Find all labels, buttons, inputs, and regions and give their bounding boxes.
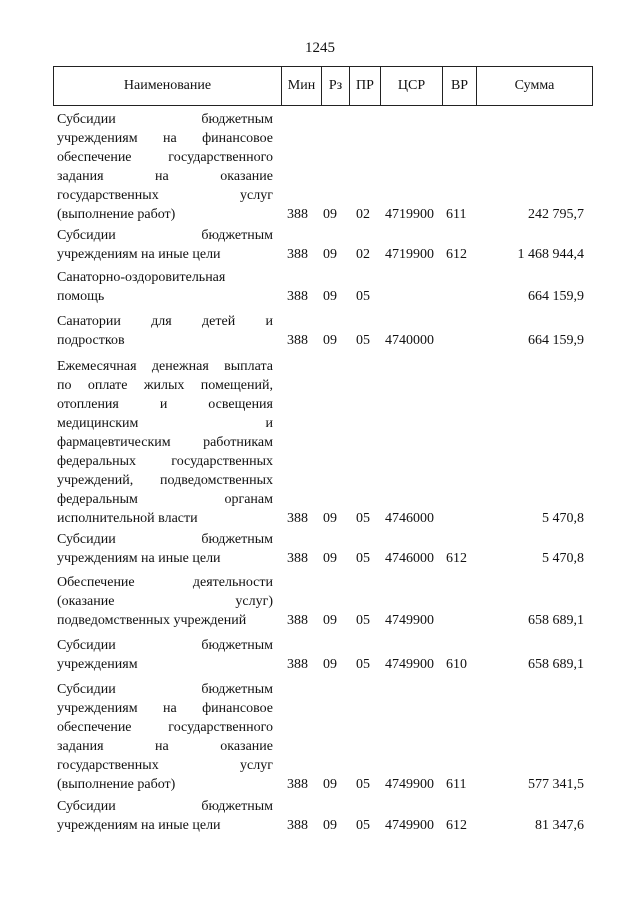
- cell-sum: 5 470,8: [542, 551, 584, 566]
- cell-pr: 02: [356, 247, 370, 262]
- cell-vr: 611: [446, 777, 467, 792]
- row-name: [57, 573, 273, 630]
- cell-vr: 612: [446, 551, 467, 566]
- cell-csr: 4746000: [385, 551, 434, 566]
- row-name-line: исполнительной власти: [57, 511, 198, 526]
- cell-pr: 05: [356, 333, 370, 348]
- cell-csr: 4749900: [385, 777, 434, 792]
- cell-pr: 02: [356, 207, 370, 222]
- row-name-line: учреждениям на иные цели: [57, 551, 221, 566]
- row-name-line: учреждениям на иные цели: [57, 247, 221, 262]
- cell-rz: 09: [323, 777, 337, 792]
- row-name-line: федеральным органам: [57, 492, 273, 507]
- row-name: [57, 268, 273, 306]
- header-sum: Сумма: [514, 78, 555, 93]
- cell-csr: 4719900: [385, 247, 434, 262]
- row-name-line: обеспечение государственного: [57, 150, 273, 165]
- cell-rz: 09: [323, 657, 337, 672]
- row-name-line: фармацевтическим работникам: [57, 435, 273, 450]
- row-name-line: подведомственных учреждений: [57, 613, 247, 628]
- row-name-line: (оказание услуг): [57, 594, 273, 609]
- row-name-line: отопления и освещения: [57, 397, 273, 412]
- row-name-line: Ежемесячная денежная выплата: [57, 359, 273, 374]
- table-row: [0, 797, 640, 835]
- row-name-line: по оплате жилых помещений,: [57, 378, 273, 393]
- cell-csr: 4719900: [385, 207, 434, 222]
- row-name-line: государственных услуг: [57, 758, 273, 773]
- table-row: [0, 110, 640, 224]
- cell-sum: 658 689,1: [528, 657, 584, 672]
- table-row: [0, 268, 640, 306]
- cell-sum: 664 159,9: [528, 333, 584, 348]
- cell-min: 388: [287, 657, 308, 672]
- cell-rz: 09: [323, 289, 337, 304]
- table-row: [0, 357, 640, 528]
- cell-min: 388: [287, 511, 308, 526]
- row-name-line: (выполнение работ): [57, 777, 176, 792]
- cell-rz: 09: [323, 333, 337, 348]
- cell-csr: 4749900: [385, 818, 434, 833]
- row-name-line: Обеспечение деятельности: [57, 575, 273, 590]
- row-name-line: Субсидии бюджетным: [57, 799, 273, 814]
- cell-sum: 577 341,5: [528, 777, 584, 792]
- cell-csr: 4749900: [385, 613, 434, 628]
- cell-min: 388: [287, 207, 308, 222]
- cell-pr: 05: [356, 511, 370, 526]
- cell-pr: 05: [356, 818, 370, 833]
- cell-pr: 05: [356, 777, 370, 792]
- cell-vr: 610: [446, 657, 467, 672]
- cell-csr: 4740000: [385, 333, 434, 348]
- row-name-line: учреждениям на иные цели: [57, 818, 221, 833]
- row-name-line: учреждениям: [57, 657, 138, 672]
- table-row: [0, 636, 640, 674]
- row-name-line: Субсидии бюджетным: [57, 682, 273, 697]
- row-name-line: государственных услуг: [57, 188, 273, 203]
- cell-sum: 658 689,1: [528, 613, 584, 628]
- row-name-line: Санаторно-оздоровительная: [57, 270, 226, 285]
- row-name-line: Субсидии бюджетным: [57, 228, 273, 243]
- header-rz: Рз: [322, 67, 350, 105]
- cell-pr: 05: [356, 657, 370, 672]
- cell-min: 388: [287, 613, 308, 628]
- cell-min: 388: [287, 818, 308, 833]
- table-row: [0, 573, 640, 630]
- cell-rz: 09: [323, 613, 337, 628]
- row-name-line: обеспечение государственного: [57, 720, 273, 735]
- row-name: [57, 110, 273, 224]
- row-name-line: Субсидии бюджетным: [57, 112, 273, 127]
- cell-min: 388: [287, 247, 308, 262]
- cell-sum: 1 468 944,4: [517, 247, 584, 262]
- cell-vr: 612: [446, 247, 467, 262]
- table-header: [53, 66, 593, 106]
- row-name-line: Субсидии бюджетным: [57, 532, 273, 547]
- cell-rz: 09: [323, 551, 337, 566]
- page-number: 1245: [305, 40, 335, 56]
- cell-min: 388: [287, 333, 308, 348]
- row-name-line: помощь: [57, 289, 105, 304]
- row-name: [57, 636, 273, 674]
- cell-min: 388: [287, 289, 308, 304]
- header-csr: ЦСР: [381, 67, 443, 105]
- row-name-line: учреждениям на финансовое: [57, 701, 273, 716]
- header-name: Наименование: [54, 67, 282, 105]
- row-name-line: медицинским и: [57, 416, 273, 431]
- cell-sum: 664 159,9: [528, 289, 584, 304]
- cell-sum: 81 347,6: [535, 818, 584, 833]
- row-name-line: учреждениям на финансовое: [57, 131, 273, 146]
- row-name-line: подростков: [57, 333, 125, 348]
- row-name: [57, 680, 273, 794]
- row-name: [57, 226, 273, 264]
- cell-vr: 612: [446, 818, 467, 833]
- row-name-line: задания на оказание: [57, 169, 273, 184]
- table-row: [0, 312, 640, 350]
- cell-vr: 611: [446, 207, 467, 222]
- cell-csr: 4746000: [385, 511, 434, 526]
- row-name: [57, 530, 273, 568]
- row-name: [57, 357, 273, 528]
- cell-pr: 05: [356, 551, 370, 566]
- table-row: [0, 680, 640, 794]
- row-name-line: Санатории для детей и: [57, 314, 273, 329]
- cell-min: 388: [287, 551, 308, 566]
- row-name-line: (выполнение работ): [57, 207, 176, 222]
- cell-rz: 09: [323, 247, 337, 262]
- cell-sum: 5 470,8: [542, 511, 584, 526]
- cell-pr: 05: [356, 613, 370, 628]
- row-name-line: задания на оказание: [57, 739, 273, 754]
- cell-sum: 242 795,7: [528, 207, 584, 222]
- cell-csr: 4749900: [385, 657, 434, 672]
- cell-rz: 09: [323, 818, 337, 833]
- cell-min: 388: [287, 777, 308, 792]
- table-row: [0, 530, 640, 568]
- cell-rz: 09: [323, 511, 337, 526]
- header-pr: ПР: [350, 67, 381, 105]
- row-name-line: Субсидии бюджетным: [57, 638, 273, 653]
- cell-rz: 09: [323, 207, 337, 222]
- cell-pr: 05: [356, 289, 370, 304]
- table-row: [0, 226, 640, 264]
- header-vr: ВР: [443, 67, 477, 105]
- row-name: [57, 312, 273, 350]
- row-name-line: федеральных государственных: [57, 454, 273, 469]
- row-name-line: учреждений, подведомственных: [57, 473, 273, 488]
- row-name: [57, 797, 273, 835]
- header-min: Мин: [282, 67, 322, 105]
